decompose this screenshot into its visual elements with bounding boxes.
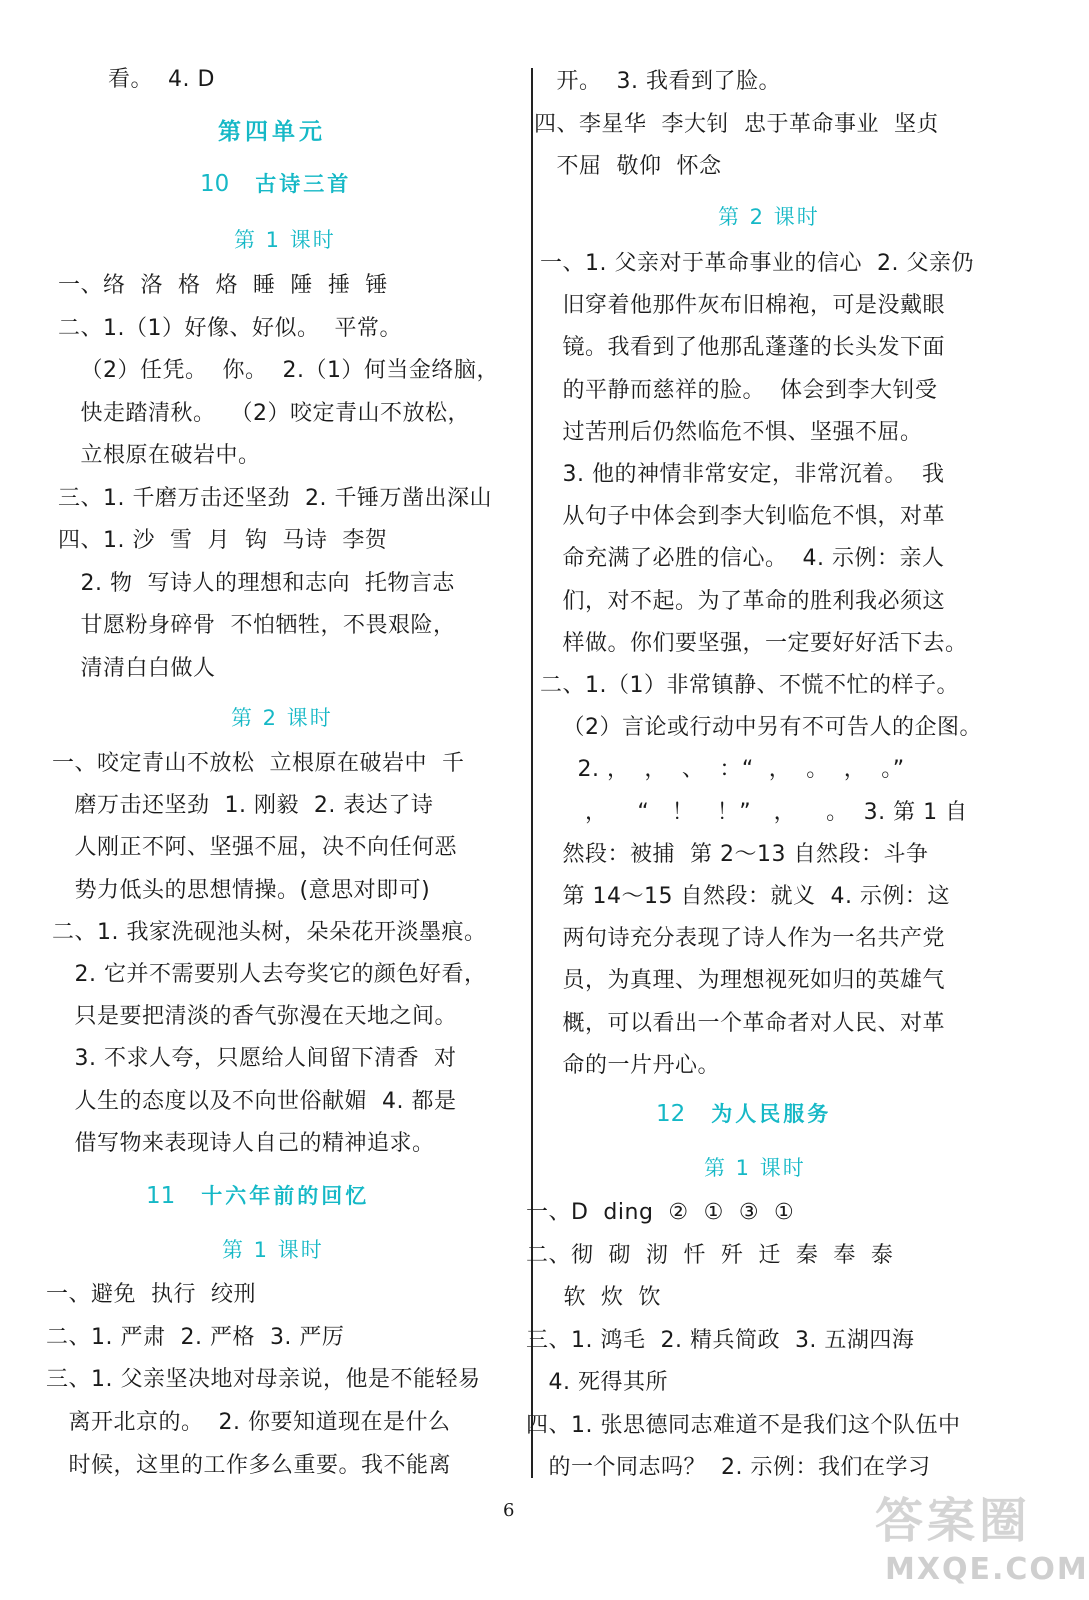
period-heading: 第 1 课时 — [222, 1238, 324, 1262]
answer-line: 甘愿粉身碎骨 不怕牺牲，不畏艰险， — [58, 613, 456, 638]
answer-line: 的一个同志吗？ 2. 示例：我们在学习 — [526, 1455, 931, 1480]
answer-line: 开。 3. 我看到了脸。 — [534, 69, 781, 94]
answer-line: 二、1.（1）好像、好似。 平常。 — [58, 316, 402, 341]
answer-line: 借写物来表现诗人自己的精神追求。 — [52, 1131, 435, 1156]
answer-line: 三、1. 千磨万击还坚劲 2. 千锤万凿出深山 — [58, 486, 492, 511]
answer-line: 的平静而慈祥的脸。 体会到李大钊受 — [540, 378, 938, 403]
lesson-number: 12 — [656, 1101, 686, 1127]
answer-line: 们，对不起。为了革命的胜利我必须这 — [540, 589, 945, 614]
answer-line: 一、D ding ② ① ③ ① — [526, 1200, 795, 1225]
answer-line: 命的一片丹心。 — [540, 1053, 720, 1078]
period-heading: 第 1 课时 — [234, 228, 336, 252]
answer-line: 3. 不求人夸，只愿给人间留下清香 对 — [52, 1046, 457, 1071]
answer-line: 四、李星华 李大钊 忠于革命事业 坚贞 — [534, 112, 939, 137]
answer-line: 概，可以看出一个革命者对人民、对革 — [540, 1011, 945, 1036]
answer-line: 快走踏清秋。 （2）咬定青山不放松， — [58, 401, 470, 426]
answer-line: 三、1. 鸿毛 2. 精兵简政 3. 五湖四海 — [526, 1328, 915, 1353]
answer-line: 不屈 敬仰 怀念 — [534, 154, 722, 179]
answer-line: 一、1. 父亲对于革命事业的信心 2. 父亲仍 — [540, 251, 974, 276]
answer-line: 人刚正不阿、坚强不屈，决不向任何恶 — [52, 835, 457, 860]
answer-line: 立根原在破岩中。 — [58, 443, 261, 468]
answer-line: 第 14～15 自然段：就义 4. 示例：这 — [540, 884, 950, 909]
answer-line: 人生的态度以及不向世俗献媚 4. 都是 — [52, 1089, 457, 1114]
answer-line: 镜。我看到了他那乱蓬蓬的长头发下面 — [540, 335, 945, 360]
answer-line: （2）任凭。 你。 2.（1）何当金络脑， — [58, 358, 499, 383]
answer-line: ， “ ！ ！” ， 。 3. 第 1 自 — [540, 800, 968, 825]
answer-line: 2. ， ， 、 ：“ ， 。 ， 。” — [540, 757, 905, 782]
answer-line: 二、彻 砌 沏 忏 歼 迁 秦 奉 泰 — [526, 1243, 894, 1268]
answer-line: 二、1. 我家洗砚池头树，朵朵花开淡墨痕。 — [52, 920, 487, 945]
lesson-number: 10 — [200, 171, 230, 197]
answer-line: 2. 它并不需要别人去夸奖它的颜色好看， — [52, 962, 487, 987]
answer-line: 四、1. 沙 雪 月 钩 马诗 李贺 — [58, 528, 388, 553]
answer-line: 然段：被捕 第 2～13 自然段：斗争 — [540, 842, 929, 867]
lesson-title: 十六年前的回忆 — [201, 1184, 370, 1208]
answer-line: 旧穿着他那件灰布旧棉袍，可是没戴眼 — [540, 293, 945, 318]
answer-line: （2）言论或行动中另有不可告人的企图。 — [540, 715, 982, 740]
answer-line: 二、1. 严肃 2. 严格 3. 严厉 — [46, 1325, 345, 1350]
lesson-number: 11 — [146, 1183, 176, 1209]
answer-line: 4. 死得其所 — [526, 1370, 668, 1395]
period-heading: 第 1 课时 — [704, 1156, 806, 1180]
answer-line: 3. 他的神情非常安定，非常沉着。 我 — [540, 462, 945, 487]
answer-line: 从句子中体会到李大钊临危不惧，对革 — [540, 504, 945, 529]
period-heading: 第 2 课时 — [231, 706, 333, 730]
answer-line: 看。 4. D — [108, 67, 215, 92]
answer-line: 2. 物 写诗人的理想和志向 托物言志 — [58, 571, 455, 596]
answer-line: 一、咬定青山不放松 立根原在破岩中 千 — [52, 751, 465, 776]
answer-line: 命充满了必胜的信心。 4. 示例：亲人 — [540, 546, 945, 571]
answer-line: 员，为真理、为理想视死如归的英雄气 — [540, 968, 945, 993]
lesson-heading — [656, 1098, 831, 1128]
answer-line: 势力低头的思想情操。(意思对即可) — [52, 878, 431, 903]
lesson-title: 为人民服务 — [711, 1102, 832, 1126]
answer-line: 软 炊 饮 — [526, 1285, 661, 1310]
answer-line: 三、1. 父亲坚决地对母亲说，他是不能轻易 — [46, 1367, 481, 1392]
answer-line: 只是要把清淡的香气弥漫在天地之间。 — [52, 1004, 457, 1029]
answer-line: 一、络 洛 格 烙 睡 陲 捶 锤 — [58, 273, 388, 298]
answer-line: 离开北京的。 2. 你要知道现在是什么 — [46, 1410, 451, 1435]
answer-line: 两句诗充分表现了诗人作为一名共产党 — [540, 926, 945, 951]
unit-title: 第四单元 — [218, 119, 326, 145]
page-number: 6 — [503, 1500, 515, 1521]
lesson-heading — [200, 168, 351, 198]
answer-line: 二、1.（1）非常镇静、不慌不忙的样子。 — [540, 673, 959, 698]
answer-line: 一、避免 执行 绞刑 — [46, 1282, 256, 1307]
answer-line: 四、1. 张思德同志难道不是我们这个队伍中 — [526, 1413, 961, 1438]
watermark-top-text: 答案圈 — [875, 1493, 1032, 1549]
answer-line: 过苦刑后仍然临危不惧、坚强不屈。 — [540, 420, 923, 445]
answer-line: 样做。你们要坚强，一定要好好活下去。 — [540, 631, 968, 656]
answer-line: 磨万击还坚劲 1. 刚毅 2. 表达了诗 — [52, 793, 434, 818]
answer-line: 时候，这里的工作多么重要。我不能离 — [46, 1453, 451, 1478]
period-heading: 第 2 课时 — [718, 205, 820, 229]
lesson-heading — [146, 1180, 369, 1210]
watermark-bottom-text: MXQE.COM — [885, 1552, 1089, 1587]
watermark-logo — [875, 1482, 1089, 1594]
answer-line: 清清白白做人 — [58, 656, 216, 681]
lesson-title: 古诗三首 — [255, 172, 352, 196]
